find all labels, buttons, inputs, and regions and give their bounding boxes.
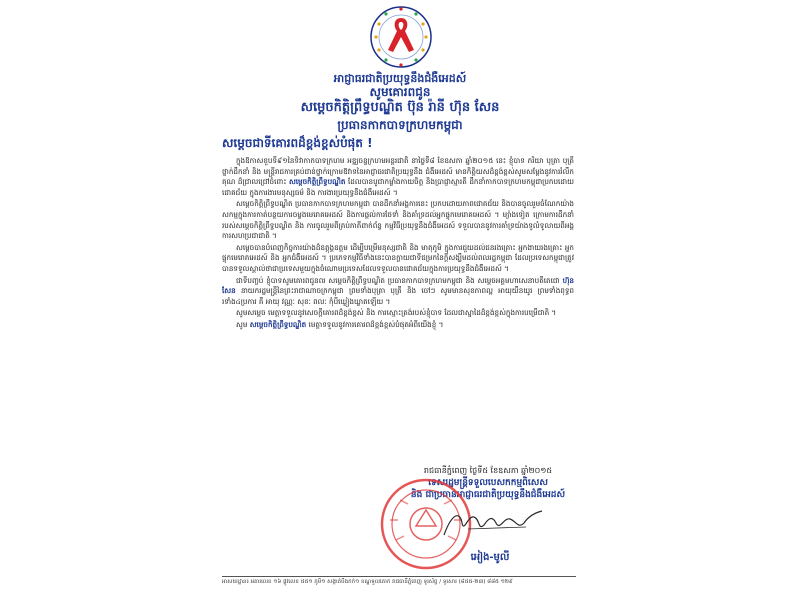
signer-role-1: ទេសរដ្ឋមន្ត្រីទទួលបេសកកម្មពិសេស: [428, 478, 548, 488]
paragraph-1-text-b: ដែលបានបូជាកម្លាំងកាយចិត្ត និងប្រាជ្ញាស្មារតី ដឹកនាំកាកបាទក្រហមកម្ពុជាប្រកបដោយជោគជ័យ ក្នុងការងារមនុស្សធម៌ និង ការងារប្រយុទ្ធនឹងជំងឺអេដស៍ ។: [222, 177, 574, 197]
authority-name: អាជ្ញាធរជាតិប្រយុទ្ធនឹងជំងឺអេដស៍: [333, 72, 467, 85]
signature-icon: [438, 505, 550, 545]
signer-name: អៀង-មូលី: [470, 552, 510, 563]
paragraph-2: សម្តេចកិត្តិព្រឹទ្ធបណ្ឌិត ប្រធានកាកបាទក្រហមកម្ពុជា បានដឹកនាំអង្គការនេះ ប្រកបដោយភាពជោគជ័យ និងបានចូលរួមចំណែកយ៉ាងសកម្មក្នុងការកាត់បន្ថយការចម្លងមេរោគអេដស៍ និងការផ្តល់ការថែទាំ និងគាំទ្រដល់អ្នកផ្ទុកមេរោគអេដស៍ ។ ម្យ៉ាងទៀត ក្រោមការដឹកនាំរបស់សម្តេចកិត្តិព្រឹទ្ធបណ្ឌិត និង ការចូលរួមពីគ្រប់ភាគីពាក់ព័ន្ធ កម្មវិធីប្រយុទ្ធនឹងជំងឺអេដស៍ ទទួលបាននូវការគាំទ្រយ៉ាងទូលំទូលាយពីអង្គការសហប្រជាជាតិ ។: [222, 199, 574, 241]
greeting: សម្តេចជាទីគោរពដ៏ខ្ពង់ខ្ពស់បំផុត !: [222, 136, 373, 150]
paragraph-4-highlight: ហ៊ុន សែន: [222, 275, 574, 296]
paragraph-4-text-b: នាយករដ្ឋមន្ត្រីនៃព្រះរាជាណាចក្រកម្ពុជា ព្រមទាំងបុត្រា បុត្រី និង ចៅៗ សូមមានសុខភាពល្អ អាយុយឺនយូរ ព្រមទាំងពុទ្ធពរទាំង៤ប្រការ គឺ អាយុ វណ្ណៈ សុខៈ ពលៈ កុំបីឃ្លៀងឃ្លាតឡើយ ។: [222, 286, 574, 306]
paragraph-1: [222, 156, 574, 198]
paragraph-6: [222, 320, 574, 331]
paragraph-1-highlight: សម្តេចកិត្តិព្រឹទ្ធបណ្ឌិត: [288, 177, 346, 187]
footer-divider: [222, 576, 576, 577]
dateline: រាជធានីភ្នំពេញ ថ្ងៃទី៥ ខែឧសភា ឆ្នាំ២០១៥: [423, 466, 553, 475]
signer-role-2: និង ជាប្រធានអាជ្ញាធរជាតិប្រយុទ្ធនឹងជំងឺអេដស៍: [410, 490, 566, 500]
paragraph-6-text-a: សូម: [236, 319, 248, 329]
paragraph-6-text-b: មេត្តាទទួលនូវការគោរពដ៏ខ្ពង់ខ្ពស់បំផុតអំពីយើងខ្ញុំ ។: [308, 319, 444, 329]
paragraph-4: [222, 276, 574, 308]
paragraph-1-text-a: ក្នុងឱកាសខួបទី៩១នៃទិវាកាកបាទក្រហម អឌ្ឍចន្ទក្រហមអន្តរជាតិ នាថ្ងៃទី៨ ខែឧសភា ឆ្នាំ២០១៥ នេះ ខ្ញុំបាទ ភរិយា បុត្រា បុត្រី ថ្នាក់ដឹកនាំ និង មន្ត្រីរាជការគ្រប់ជាន់ថ្នាក់ក្រោមឱវាទនៃអាជ្ញាធរជាតិប្រយុទ្ធនឹង ជំងឺអេដស៍ មានកិត្តិយសដ៏ខ្ពង់ខ្ពស់សូមសម្តែងនូវការរំលឹកគុណ ដ៏ជ្រាលជ្រៅចំពោះ: [222, 156, 574, 187]
handwritten-signature: [438, 505, 550, 545]
footer-address: អាសយដ្ឋាន៖ អគារលេខ ១៦ ផ្លូវលេខ ៥៥១ ភូមិ១ សង្កាត់បឹងកក់១ ខណ្ឌទួលគោក រាជធានីភ្នំពេញ ទូរស័ព្ទ / ទូរសារ (៨៥៥-២៣) ៨៨៥ ១២៩: [222, 579, 513, 585]
red-ribbon-icon: [366, 4, 436, 70]
paragraph-6-highlight: សម្តេចកិត្តិព្រឹទ្ធបណ្ឌិត: [249, 319, 307, 329]
letter-body: [222, 156, 574, 332]
paragraph-5: សូមសម្តេច មេត្តាទទួលនូវសេចក្តីគោរពដ៏ខ្ពង់ខ្ពស់ និង ការស្មោះត្រង់របស់ខ្ញុំបាទ ដែលជាស្នាដៃដ៏ខ្ពង់ខ្ពស់ក្នុងការបម្រើជាតិ ។: [236, 308, 557, 318]
recipient-title: ប្រធានកាកបាទក្រហមកម្ពុជា: [337, 118, 463, 132]
salutation: សូមគោរពជូន: [369, 85, 431, 99]
paragraph-4-text-a: ជាទីបញ្ចប់ ខ្ញុំបាទសូមគោរពជូនពរ សម្តេចកិត្តិព្រឹទ្ធបណ្ឌិត ប្រធានកាកបាទក្រហមកម្ពុជា និង សម្តេចអគ្គមហាសេនាបតីតេជោ: [236, 275, 560, 285]
naa-logo: [366, 4, 436, 70]
recipient-name: សម្តេចកិត្តិព្រឹទ្ធបណ្ឌិត ប៊ុន រ៉ានី ហ៊ុន សែន: [300, 100, 500, 115]
paragraph-3: សម្តេចបានបំពេញកិច្ចការយ៉ាងដ៏ឧត្តុង្គឧត្តម ដើម្បីបម្រើមនុស្សជាតិ និង មាតុភូមិ ក្នុងការជួយដល់ជនរងគ្រោះ អ្នកងាយរងគ្រោះ អ្នកផ្ទុកមេរោគអេដស៍ និង អ្នកជំងឺអេដស៍ ។ ប្រភេទកម្មវិធីទាំងនេះបានក្លាយជាទីជម្រកនៃក្តីសង្ឃឹមដល់ពលរដ្ឋកម្ពុជា ដែលប្រទេសកម្ពុជាត្រូវបានទទួលស្គាល់ថាជាប្រទេសមួយក្នុងចំណោមប្រទេសដែលទទួលបានជោគជ័យក្នុងការប្រយុទ្ធនឹងជំងឺអេដស៍ ។: [222, 242, 574, 273]
